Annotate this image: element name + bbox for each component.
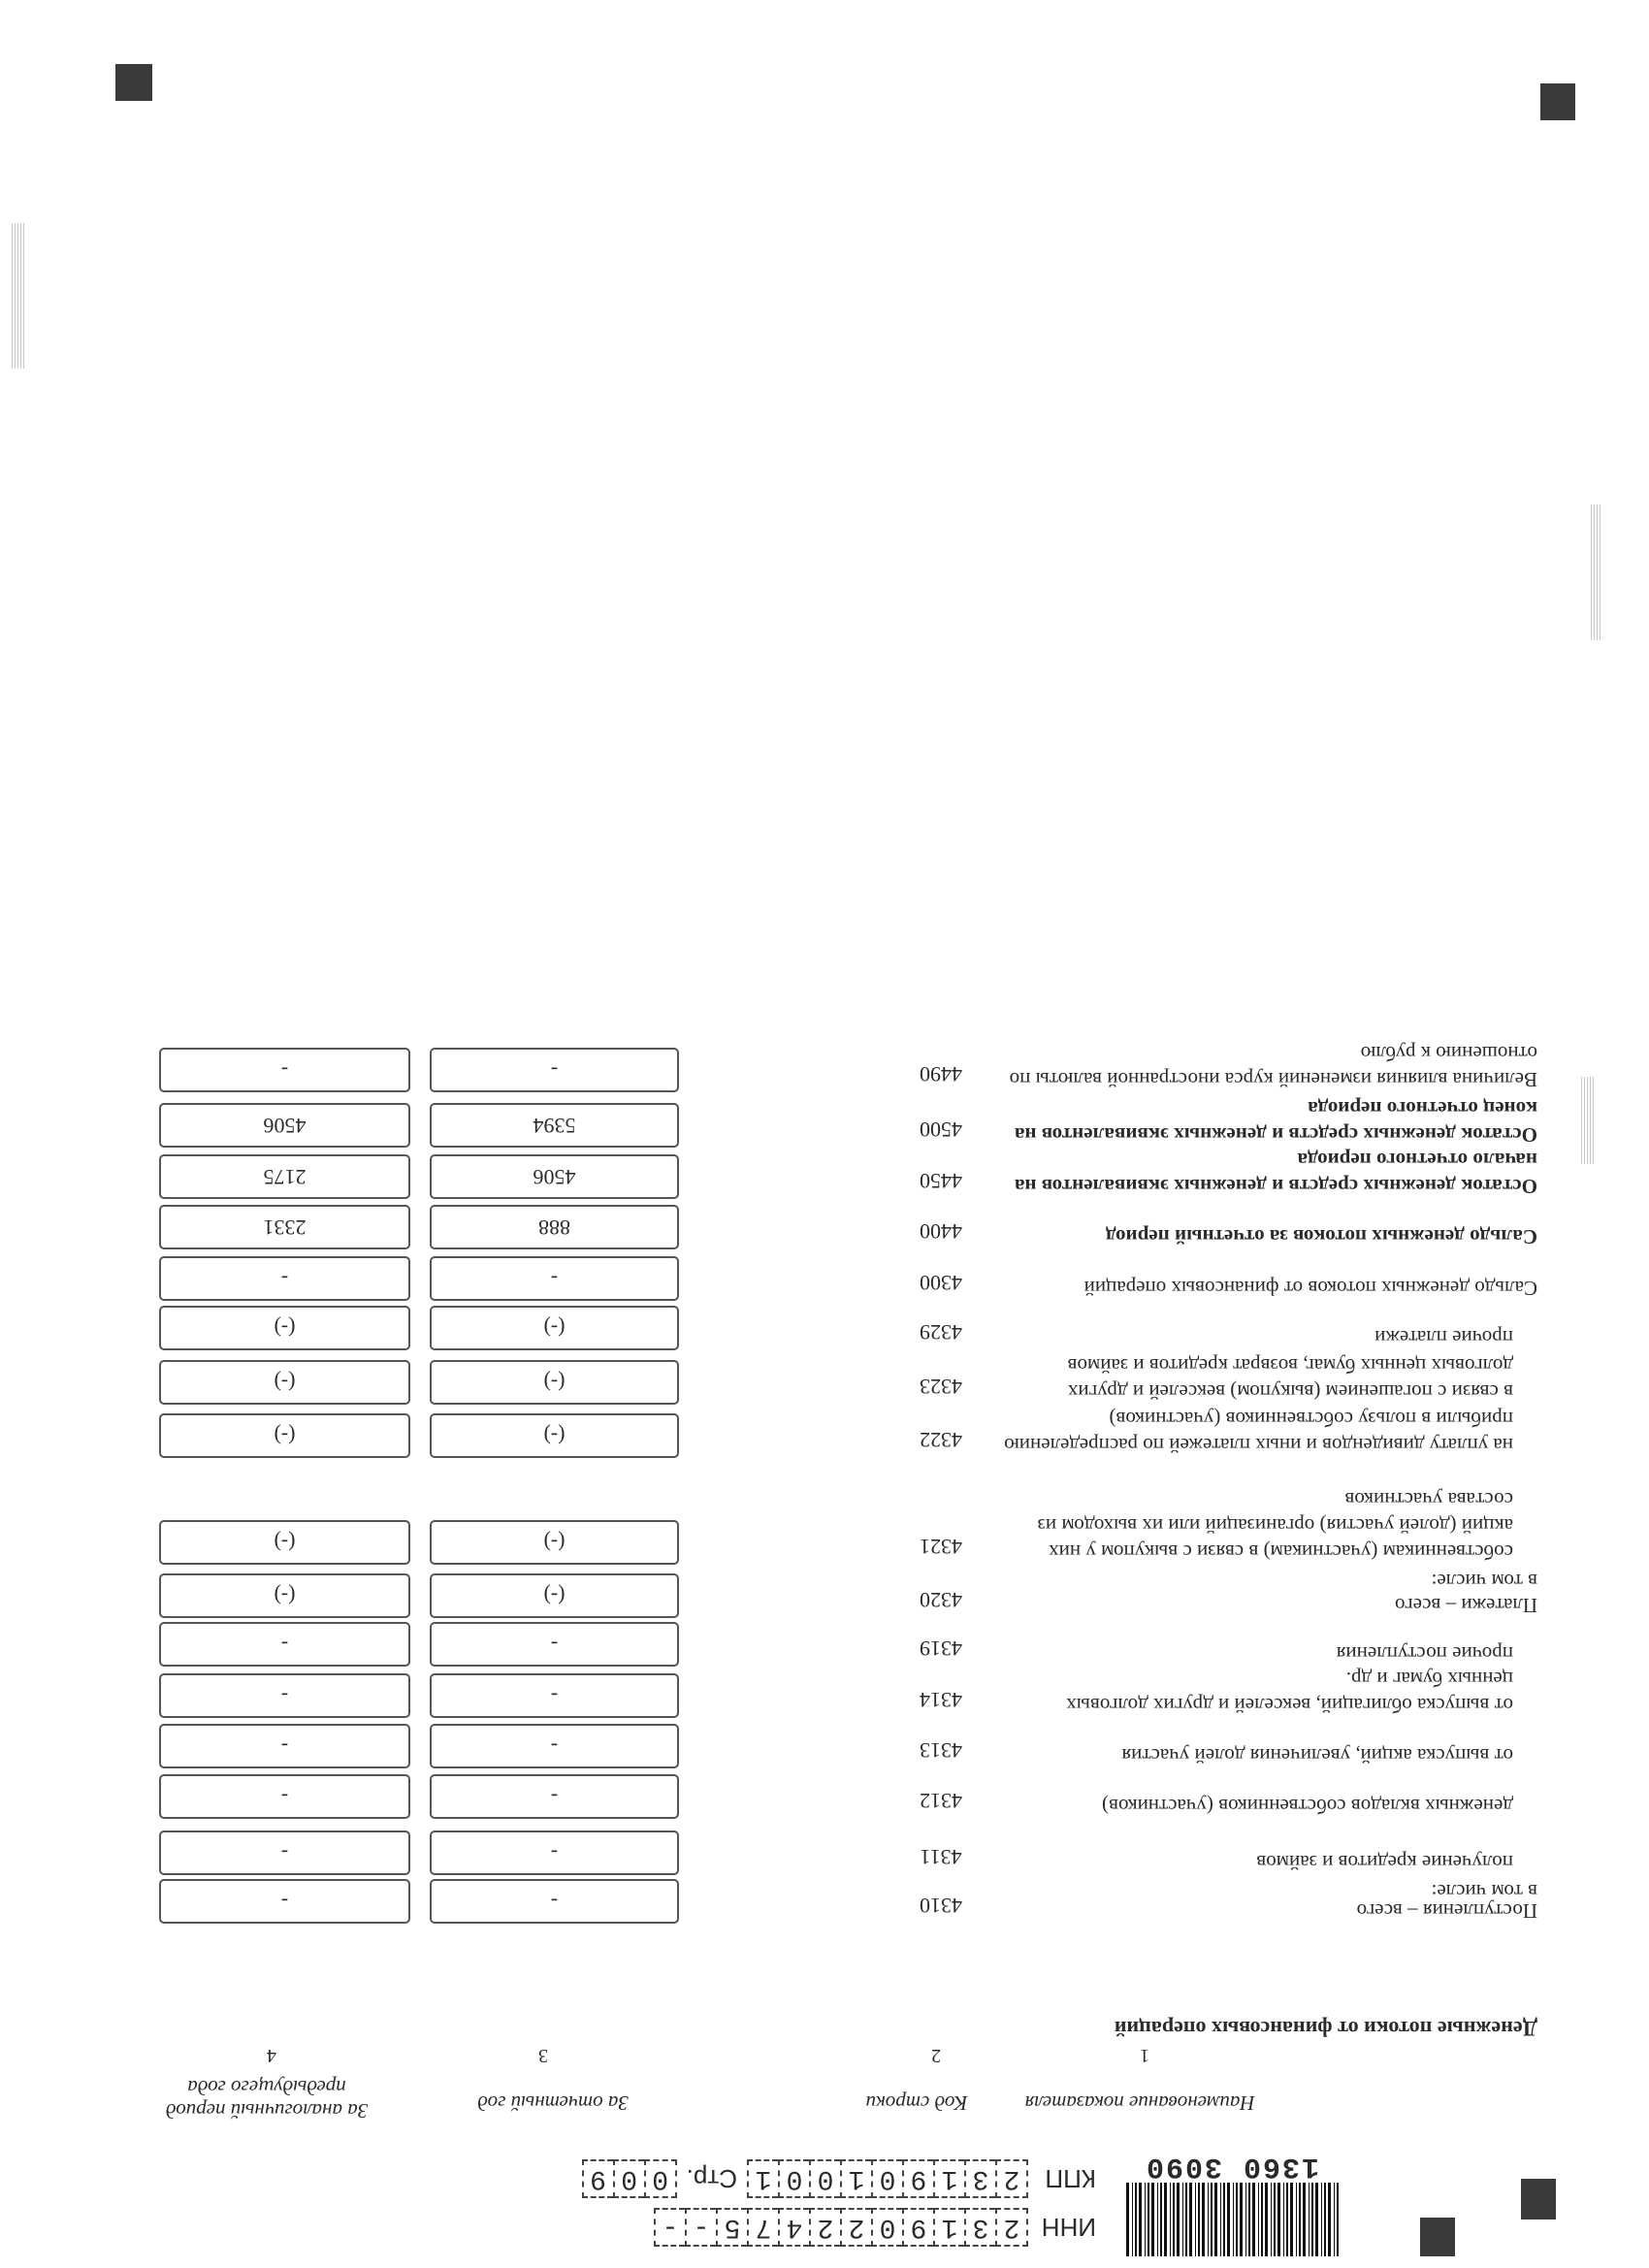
value-previous-year: -	[159, 1048, 410, 1092]
column-number-2: 2	[931, 2045, 941, 2066]
inn-label: ИНН	[1041, 2213, 1096, 2243]
kpp-cell: 1	[747, 2159, 778, 2198]
column-header-previous: За аналогичный период предыдущего года	[165, 2075, 369, 2122]
row-name: получение кредитов и займов	[1256, 1851, 1513, 1874]
row-name: от выпуска акций, увеличения долей участия	[1121, 1744, 1513, 1767]
value-previous-year: -	[159, 1774, 410, 1819]
value-current-year: -	[430, 1048, 679, 1092]
value-previous-year: -	[159, 1831, 410, 1875]
value-current-year: (-)	[430, 1573, 679, 1618]
value-previous-year: 2331	[159, 1205, 410, 1249]
value-previous-year: -	[159, 1879, 410, 1924]
row-code: 4322	[920, 1428, 962, 1452]
inn-cell: 7	[747, 2208, 778, 2247]
kpp-row	[582, 2159, 1096, 2198]
value-current-year: (-)	[430, 1413, 679, 1458]
value-current-year: -	[430, 1774, 679, 1819]
row-name: от выпуска облигаций, векселей и других долговых ценных бумаг и др.	[1066, 1668, 1513, 1717]
value-current-year: (-)	[430, 1360, 679, 1405]
value-current-year: 5394	[430, 1103, 679, 1148]
barcode-bars	[1125, 2177, 1339, 2256]
column-number-1: 1	[1140, 2045, 1149, 2066]
form-header	[29, 2121, 1620, 2256]
kpp-cell: 2	[995, 2159, 1028, 2198]
row-code: 4311	[920, 1845, 962, 1869]
kpp-cell: 1	[933, 2159, 964, 2198]
page-label: Стр.	[686, 2164, 737, 2194]
row-name: прочие платежи	[1374, 1326, 1513, 1349]
row-name: Величина влияния изменений курса иностранной валюты по отношению к рублю	[1009, 1042, 1537, 1091]
value-current-year: (-)	[430, 1306, 679, 1350]
inn-cell: -	[654, 2208, 685, 2247]
row-code: 4321	[920, 1535, 962, 1559]
row-code: 4323	[920, 1375, 962, 1399]
value-current-year: -	[430, 1724, 679, 1768]
inn-cell: 9	[902, 2208, 933, 2247]
value-current-year: -	[430, 1831, 679, 1875]
row-code: 4450	[920, 1169, 962, 1193]
row-name: Остаток денежных средств и денежных эквивалентов на конец отчетного периода	[1014, 1097, 1537, 1147]
row-subheading: в том числе:	[1431, 1880, 1537, 1903]
value-previous-year: 2175	[159, 1154, 410, 1199]
inn-cells	[654, 2208, 1028, 2247]
row-name: Платежи – всего	[1395, 1594, 1537, 1617]
row-code: 4320	[920, 1588, 962, 1612]
barcode-number: 1360 3090	[1125, 2150, 1339, 2183]
column-number-3: 3	[538, 2045, 548, 2066]
kpp-cell: 0	[871, 2159, 902, 2198]
inn-cell: 1	[933, 2208, 964, 2247]
inn-cell: 2	[995, 2208, 1028, 2247]
row-code: 4319	[920, 1636, 962, 1661]
row-name: собственникам (участникам) в связи с выкупом у них акций (долей участия) организаций или их выходом из состава участников	[1037, 1488, 1513, 1564]
value-previous-year: (-)	[159, 1573, 410, 1618]
kpp-cells	[747, 2159, 1028, 2198]
inn-cell: 2	[809, 2208, 840, 2247]
row-code: 4300	[920, 1271, 962, 1295]
row-code: 4314	[920, 1688, 962, 1712]
value-previous-year: 4506	[159, 1103, 410, 1148]
page-cell: 0	[613, 2159, 644, 2198]
row-name: Сальдо денежных потоков от финансовых операций	[1083, 1277, 1537, 1300]
value-current-year: 888	[430, 1205, 679, 1249]
row-code: 4312	[920, 1789, 962, 1813]
value-previous-year: (-)	[159, 1306, 410, 1350]
kpp-cell: 0	[778, 2159, 809, 2198]
value-current-year: 4506	[430, 1154, 679, 1199]
value-previous-year: (-)	[159, 1360, 410, 1405]
row-code: 4500	[920, 1118, 962, 1142]
value-previous-year: -	[159, 1724, 410, 1768]
kpp-cell: 1	[840, 2159, 871, 2198]
value-current-year: -	[430, 1673, 679, 1718]
value-previous-year: -	[159, 1622, 410, 1667]
row-name: прочие поступления	[1336, 1642, 1513, 1666]
page-cell: 0	[644, 2159, 677, 2198]
row-subheading: в том числе:	[1431, 1570, 1537, 1593]
row-name: денежных вкладов собственников (участников)	[1102, 1795, 1513, 1818]
value-current-year: -	[430, 1622, 679, 1667]
kpp-label: КПП	[1045, 2164, 1096, 2194]
row-name: Поступления – всего	[1356, 1899, 1537, 1923]
value-current-year: -	[430, 1879, 679, 1924]
column-headers	[0, 1987, 1649, 2122]
inn-row	[654, 2208, 1096, 2247]
header-marker-square	[1420, 2218, 1455, 2256]
value-previous-year: (-)	[159, 1520, 410, 1565]
kpp-cell: 3	[964, 2159, 995, 2198]
row-code: 4400	[920, 1219, 962, 1244]
row-name: Остаток денежных средств и денежных эквивалентов на начало отчетного периода	[1014, 1149, 1537, 1198]
value-previous-year: -	[159, 1673, 410, 1718]
row-code: 4310	[920, 1894, 962, 1918]
column-header-current: За отчетный год	[477, 2091, 629, 2115]
value-current-year: -	[430, 1256, 679, 1301]
inn-cell: 3	[964, 2208, 995, 2247]
kpp-cell: 0	[809, 2159, 840, 2198]
column-header-code: Код строки	[865, 2091, 968, 2115]
inn-cell: 5	[716, 2208, 747, 2247]
row-code: 4313	[920, 1738, 962, 1763]
row-code: 4490	[920, 1062, 962, 1086]
value-previous-year: -	[159, 1256, 410, 1301]
page-cell: 9	[582, 2159, 613, 2198]
inn-cell: 4	[778, 2208, 809, 2247]
row-code: 4329	[920, 1320, 962, 1345]
section-title: Денежные потоки от финансовых операций	[1114, 2017, 1537, 2041]
column-number-4: 4	[267, 2045, 276, 2066]
column-header-name: Наименование показателя	[1024, 2091, 1255, 2115]
inn-cell: 0	[871, 2208, 902, 2247]
value-current-year: (-)	[430, 1520, 679, 1565]
row-name: в связи с погашением (выкупом) векселей и других долговых ценных бумаг, возврат кредитов и займов	[1067, 1354, 1513, 1404]
barcode	[1125, 2140, 1339, 2256]
row-name: Сальдо денежных потоков за отчетный период	[1106, 1225, 1537, 1248]
inn-cell: 2	[840, 2208, 871, 2247]
page-cells	[582, 2159, 677, 2198]
value-previous-year: (-)	[159, 1413, 410, 1458]
row-name: на уплату дивидендов и иных платежей по распределению прибыли в пользу собственников (участников)	[1004, 1408, 1513, 1457]
kpp-cell: 9	[902, 2159, 933, 2198]
inn-cell: -	[685, 2208, 716, 2247]
